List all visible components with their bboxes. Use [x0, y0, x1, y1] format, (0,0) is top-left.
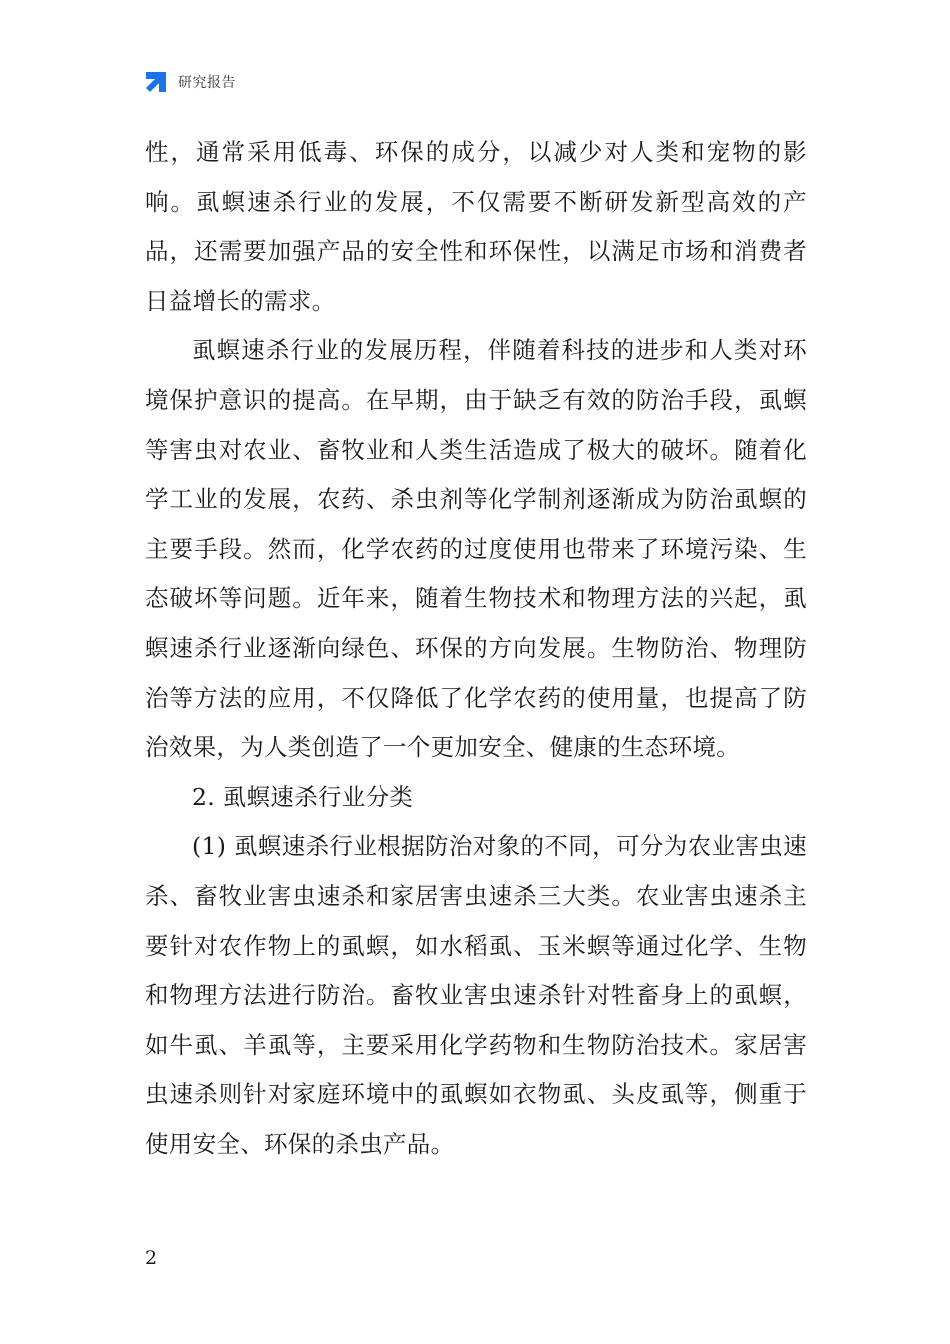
arrow-logo-icon — [143, 69, 169, 95]
paragraph-history: 虱螟速杀行业的发展历程，伴随着科技的进步和人类对环境保护意识的提高。在早期，由于缺乏有效的防治手段，虱螟等害虫对农业、畜牧业和人类生活造成了极大的破坏。随着化学工业的发展，农药、杀虫剂等化学制剂逐渐成为防治虱螟的主要手段。然而，化学农药的过度使用也带来了环境污染、生态破坏等问题。近年来，随着生物技术和物理方法的兴起，虱螟速杀行业逐渐向绿色、环保的方向发展。生物防治、物理防治等方法的应用，不仅降低了化学农药的使用量，也提高了防治效果，为人类创造了一个更加安全、健康的生态环境。 — [145, 336, 807, 762]
section-heading: 2. 虱螟速杀行业分类 — [192, 782, 414, 811]
paragraph-classification: (1) 虱螟速杀行业根据防治对象的不同，可分为农业害虫速杀、畜牧业害虫速杀和家居害虫速杀三大类。农业害虫速杀主要针对农作物上的虱螟，如水稻虱、玉米螟等通过化学、生物和物理方法进行防治。畜牧业害虫速杀针对牲畜身上的虱螟，如牛虱、羊虱等，主要采用化学药物和生物防治技术。家居害虫速杀则针对家庭环境中的虱螟如衣物虱、头皮虱等，侧重于使用安全、环保的杀虫产品。 — [145, 832, 807, 1158]
report-header — [143, 68, 236, 96]
page-number: 2 — [145, 1247, 158, 1269]
header-title: 研究报告 — [178, 75, 236, 91]
paragraph-continuation: 性，通常采用低毒、环保的成分，以减少对人类和宠物的影响。虱螟速杀行业的发展，不仅需要不断研发新型高效的产品，还需要加强产品的安全性和环保性，以满足市场和消费者日益增长的需求。 — [145, 138, 807, 315]
document-body — [145, 128, 807, 1169]
